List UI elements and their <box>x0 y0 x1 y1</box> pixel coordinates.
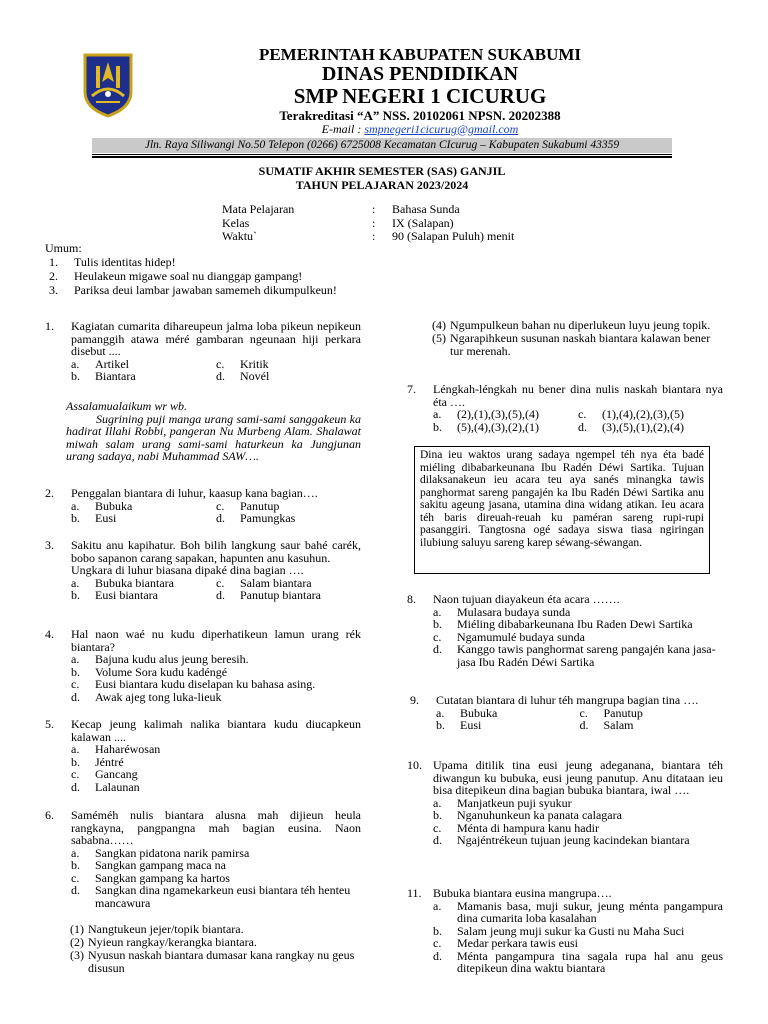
option-text: Panutup <box>240 498 280 513</box>
exam-meta-table <box>222 203 514 244</box>
option-text: Eusi <box>460 718 482 732</box>
question-number: 4. <box>45 627 54 641</box>
exam-title-line1: SUMATIF AKHIR SEMESTER (SAS) GANJIL <box>258 164 506 178</box>
option-letter: b. <box>433 808 442 822</box>
meta-key: Kelas <box>222 215 250 230</box>
option-letter: d. <box>71 883 80 897</box>
option-letter: c. <box>578 407 587 421</box>
meta-sep: : <box>372 215 376 230</box>
option-b[interactable] <box>71 859 361 872</box>
instruction-text: Tulis identitas hidep! <box>74 255 176 269</box>
option-c[interactable] <box>216 358 361 371</box>
option-d[interactable] <box>216 589 361 602</box>
question-number: 9. <box>410 693 419 707</box>
answer-options <box>71 358 361 383</box>
question-body <box>436 694 723 732</box>
option-b[interactable] <box>71 370 216 383</box>
email-line <box>150 123 690 136</box>
school-district-logo-icon <box>82 52 134 118</box>
instructions-list <box>45 255 337 297</box>
question-stem: Léngkah-léngkah nu bener dina nulis naskah biantara nya éta …. <box>433 382 723 409</box>
passage-greeting: Assalamualaikum wr wb. <box>66 399 188 413</box>
step-number: (1) <box>70 922 84 936</box>
question-body <box>433 383 723 433</box>
step-item <box>70 949 362 975</box>
option-text: Bubuka biantara <box>95 575 174 590</box>
meta-key: Waktu` <box>222 229 258 243</box>
option-letter: a. <box>71 575 80 590</box>
email-link[interactable]: smpnegeri1cicurug@gmail.com <box>364 121 519 136</box>
question-stem: Saméméh nulis biantara alusna mah dijieun heula rangkayna, pangpangna mah bagian eusina. Naon sababna…… <box>71 808 361 847</box>
question-stem: Kecap jeung kalimah nalika biantara kudu diucapkeun kalawan .... <box>71 717 361 744</box>
option-b[interactable] <box>436 719 580 732</box>
option-text: Bubuka <box>95 498 133 513</box>
question-stem: Penggalan biantara di luhur, kaasup kana bagian…. <box>71 486 318 500</box>
question-body <box>71 628 361 703</box>
instruction-number: 3. <box>49 283 58 297</box>
option-letter: d. <box>216 369 225 383</box>
option-c[interactable] <box>580 707 724 720</box>
instruction-number: 2. <box>49 269 58 283</box>
email-label: E-mail : <box>321 121 365 136</box>
question-body <box>71 718 361 793</box>
step-number: (4) <box>432 318 446 332</box>
meta-row-class <box>222 217 514 231</box>
government-name: PEMERINTAH KABUPATEN SUKABUMI <box>258 45 582 64</box>
option-a[interactable] <box>433 900 723 925</box>
option-b[interactable] <box>433 421 578 434</box>
option-letter: b. <box>71 588 80 602</box>
option-text: Novél <box>240 369 270 383</box>
option-letter: a. <box>433 795 442 810</box>
question-stem: Bubuka biantara eusina mangrupa…. <box>433 886 612 900</box>
option-text: Awak ajeg tong luka-lieuk <box>95 689 222 704</box>
option-letter: d. <box>433 833 442 847</box>
header-divider-thick <box>92 156 672 158</box>
answer-options <box>71 577 361 602</box>
answer-options <box>436 707 723 732</box>
question-3 <box>45 539 361 602</box>
option-text: Sangkan pidatona narik pamirsa <box>95 845 250 860</box>
option-a[interactable] <box>71 743 361 756</box>
step-item <box>432 332 715 358</box>
option-letter: b. <box>71 664 80 679</box>
option-text: Salam biantara <box>240 575 312 590</box>
option-text: Manjatkeun puji syukur <box>457 795 572 810</box>
option-letter: c. <box>71 767 80 781</box>
option-d[interactable] <box>71 691 361 704</box>
option-letter: c. <box>71 677 80 691</box>
option-text: Eusi biantara kudu diselapan ku bahasa asing. <box>95 677 316 691</box>
instruction-item <box>45 283 337 297</box>
option-c[interactable] <box>71 768 361 781</box>
option-text: Mamanis basa, muji sukur, jeung ménta pangampura dina cumarita loba kasalahan <box>457 898 723 925</box>
step-text: Ngumpulkeun bahan nu diperlukeun luyu jeung topik. <box>450 318 711 332</box>
speech-passage-box: Dina ieu waktos urang sadaya ngempel téh nya éta badé miéling dibabarkeunana Ibu Radén Déwi Sartika. Tujuan dilaksanakeun ieu acara teu aya sanés minangka tawis panghormat sareng pangajén ka Ibu Radén Déwi Sartika anu sakitu ageung jasana, utamina dina widang atikan. Ieu acara téh baris direuah-reuah ku paméran sareng rupi-rupi pasanggiri. Tangtosna ogé sadaya siswa tiasa ngiringan ilubiung saluyu sareng karep séwang-séwangan. <box>414 446 710 574</box>
instruction-item <box>45 269 337 283</box>
option-letter: c. <box>433 936 442 950</box>
option-letter: b. <box>71 858 80 872</box>
option-d[interactable] <box>578 421 723 434</box>
option-letter: d. <box>433 948 442 963</box>
option-text: Ngamumulé budaya sunda <box>457 629 585 644</box>
option-a[interactable] <box>433 408 578 421</box>
option-letter: c. <box>216 356 225 371</box>
speech-excerpt <box>66 400 361 463</box>
option-text: Eusi biantara <box>95 588 158 602</box>
meta-value: IX (Salapan) <box>392 215 454 230</box>
question-7 <box>407 383 723 433</box>
meta-row-subject <box>222 203 514 217</box>
answer-options <box>433 408 723 433</box>
question-number: 2. <box>45 486 54 500</box>
option-letter: d. <box>216 588 225 602</box>
option-text: Bubuka <box>460 705 498 720</box>
question-number: 10. <box>407 758 422 772</box>
option-text: Sangkan dina ngamekarkeun eusi biantara téh henteu mancawura <box>95 883 351 910</box>
option-text: Biantara <box>95 369 136 383</box>
option-d[interactable] <box>433 834 723 847</box>
question-number: 3. <box>45 538 54 552</box>
option-text: Panutup biantara <box>240 588 321 602</box>
meta-sep: : <box>372 202 376 216</box>
option-letter: a. <box>71 845 80 860</box>
option-letter: b. <box>71 369 80 383</box>
option-b[interactable] <box>433 618 723 631</box>
step-text: Nangtukeun jejer/topik biantara. <box>88 922 244 936</box>
option-letter: c. <box>71 870 80 885</box>
option-a[interactable] <box>71 358 216 371</box>
question-number: 5. <box>45 717 54 731</box>
option-letter: c. <box>579 705 588 720</box>
option-text: Ngajéntrékeun tujuan jeung kacindekan biantara <box>457 833 690 847</box>
option-letter: a. <box>436 705 445 720</box>
instruction-text: Heulakeun migawe soal nu dianggap gampang! <box>74 269 303 283</box>
option-c[interactable] <box>433 937 723 950</box>
question-stem: Naon tujuan diayakeun éta acara ……. <box>433 592 620 606</box>
option-a[interactable] <box>71 653 361 666</box>
general-instructions <box>45 241 337 297</box>
instruction-item <box>45 255 337 269</box>
question-4 <box>45 628 361 703</box>
option-text: Salam jeung muji sukur ka Gusti nu Maha Suci <box>457 923 685 938</box>
question-stem: Sakitu anu kapihatur. Boh bilih langkung saur bahé carék, bobo sapanon carang sapakan, hapunten anu kasuhun. <box>71 538 361 565</box>
instructions-title: Umum: <box>45 241 82 255</box>
option-letter: a. <box>433 898 442 913</box>
question-number: 11. <box>407 886 422 900</box>
question-stem: Hal naon waé nu kudu diperhatikeun lamun urang rék biantara? <box>71 627 361 654</box>
option-text: Ménta pangampura tina sagala rupa hal anu geus ditepikeun dina waktu biantara <box>457 948 723 975</box>
step-text: Ngarapihkeun susunan naskah biantara kalawan bener tur merenah. <box>450 331 711 358</box>
option-letter: b. <box>436 718 445 732</box>
department-name: DINAS PENDIDIKAN <box>321 62 519 85</box>
option-c[interactable] <box>71 678 361 691</box>
option-text: Nganuhunkeun ka panata calagara <box>457 808 622 822</box>
option-d[interactable] <box>216 512 361 525</box>
option-letter: c. <box>216 575 225 590</box>
meta-key: Mata Pelajaran <box>222 202 295 216</box>
option-text: Kanggo tawis panghormat sareng pangajén kana jasa-jasa Ibu Radén Déwi Sartika <box>457 642 716 669</box>
question-body <box>433 759 723 847</box>
question-prompt: Ungkara di luhur biasana dipaké dina bagian …. <box>71 563 304 577</box>
option-text: Miéling dibabarkeunana Ibu Raden Dewi Sartika <box>457 617 693 631</box>
step-number: (5) <box>432 331 446 345</box>
instruction-number: 1. <box>49 255 58 269</box>
question-number: 8. <box>407 592 416 606</box>
option-b[interactable] <box>433 809 723 822</box>
option-text: Lalaunan <box>95 779 140 794</box>
option-letter: a. <box>71 356 80 371</box>
option-text: Ménta di hampura kanu hadir <box>457 820 599 835</box>
question-body <box>71 320 361 383</box>
question-2 <box>45 487 361 525</box>
school-name: SMP NEGERI 1 CICURUG <box>293 83 547 108</box>
question-number: 7. <box>407 382 416 396</box>
question-number: 6. <box>45 808 54 822</box>
header-divider <box>92 154 672 155</box>
option-text: Pamungkas <box>240 511 296 525</box>
question-stem: Upama ditilik tina eusi jeung adeganana, biantara téh diwangun ku bubuka, eusi jeung panutup. Anu ditataan ieu bisa ditepikeun dina bagian bubuka biantara, iwal …. <box>433 758 723 797</box>
option-text: (1),(4),(2),(3),(5) <box>602 407 684 421</box>
question-body <box>433 593 723 668</box>
option-b[interactable] <box>71 512 216 525</box>
option-text: Gancang <box>95 767 138 781</box>
meta-sep: : <box>372 229 376 243</box>
option-text: Panutup <box>603 705 643 720</box>
steps-list-continued <box>432 319 715 358</box>
option-letter: c. <box>216 498 225 513</box>
option-letter: d. <box>71 779 80 794</box>
option-letter: d. <box>71 689 80 704</box>
step-number: (2) <box>70 935 84 949</box>
option-letter: d. <box>433 642 442 656</box>
question-11 <box>407 887 723 975</box>
option-letter: b. <box>433 923 442 938</box>
option-d[interactable] <box>433 643 723 668</box>
option-c[interactable] <box>578 408 723 421</box>
question-number: 1. <box>45 319 54 333</box>
option-letter: a. <box>71 498 80 513</box>
option-text: Volume Sora kudu kadéngé <box>95 664 228 679</box>
step-text: Nyieun rangkay/kerangka biantara. <box>88 935 257 949</box>
accreditation-info: Terakreditasi “A” NSS. 20102061 NPSN. 20202388 <box>279 107 561 123</box>
option-text: Mulasara budaya sunda <box>457 604 571 619</box>
letterhead <box>150 46 690 135</box>
question-1 <box>45 320 361 383</box>
school-address: Jln. Raya Siliwangi No.50 Telepon (0266) 6725008 Kecamatan CIcurug – Kabupaten Sukabumi 43359 <box>92 138 672 153</box>
option-letter: d. <box>578 419 587 434</box>
option-d[interactable] <box>433 950 723 975</box>
option-letter: d. <box>579 718 589 732</box>
option-text: Haharéwosan <box>95 742 161 756</box>
question-body <box>433 887 723 975</box>
exam-title-line2: TAHUN PELAJARAN 2023/2024 <box>295 178 469 192</box>
question-body <box>71 487 361 525</box>
question-8 <box>407 593 723 668</box>
option-a[interactable] <box>71 500 216 513</box>
option-text: (2),(1),(3),(5),(4) <box>457 407 539 421</box>
question-body <box>71 539 361 602</box>
option-text: Sangkan gampang ka hartos <box>95 870 230 885</box>
meta-value: Bahasa Sunda <box>392 202 460 216</box>
option-d[interactable] <box>71 781 361 794</box>
question-5 <box>45 718 361 793</box>
exam-title <box>200 164 564 192</box>
option-d[interactable] <box>216 370 361 383</box>
option-d[interactable] <box>71 884 361 909</box>
option-text: Sangkan gampang maca na <box>95 858 226 872</box>
option-letter: c. <box>433 820 442 835</box>
question-body <box>71 809 361 909</box>
option-text: Bajuna kudu alus jeung beresih. <box>95 652 249 666</box>
option-letter: b. <box>71 754 80 769</box>
question-stem: Kagiatan cumarita dihareupeun jalma loba pikeun nepikeun pamanggih atawa méré gambaran ngeunaan hiji perkara disebut .... <box>71 319 361 358</box>
option-b[interactable] <box>71 589 216 602</box>
option-text: (3),(5),(1),(2),(4) <box>602 419 684 434</box>
option-letter: a. <box>71 652 80 666</box>
step-text: Nyusun naskah biantara dumasar kana rangkay nu geus disusun <box>88 948 355 975</box>
meta-value: 90 (Salapan Puluh) menit <box>392 229 515 243</box>
option-letter: b. <box>433 419 442 434</box>
option-letter: d. <box>216 511 225 525</box>
step-number: (3) <box>70 948 84 962</box>
instruction-text: Pariksa deui lambar jawaban samemeh dikumpulkeun! <box>74 283 337 297</box>
option-letter: a. <box>71 742 80 756</box>
question-6 <box>45 809 361 909</box>
option-d[interactable] <box>580 719 724 732</box>
option-letter: b. <box>433 617 442 631</box>
option-text: Kritik <box>240 356 269 371</box>
option-text: Medar perkara tawis eusi <box>457 936 578 950</box>
option-letter: a. <box>433 604 442 619</box>
steps-list <box>70 923 362 975</box>
question-10 <box>407 759 723 847</box>
question-9 <box>410 694 723 732</box>
option-text: Eusi <box>95 511 117 525</box>
passage-body: Sugrining puji manga urang sami-sami sanggakeun ka hadirat Illahi Robbi, pangeran Nu Murbeng Alam. Shalawat miwah salam urang sami-sami haturkeun ka Jungjunan urang sadaya, nabi Muhammad SAW…. <box>66 411 361 463</box>
option-text: Jéntré <box>95 754 124 769</box>
option-letter: a. <box>433 407 442 421</box>
option-letter: b. <box>71 511 80 525</box>
option-text: Artikel <box>95 356 129 371</box>
option-text: (5),(4),(3),(2),(1) <box>457 419 539 434</box>
question-stem: Cutatan biantara di luhur téh mangrupa bagian tina …. <box>436 693 699 707</box>
option-text: Salam <box>603 718 634 732</box>
answer-options <box>71 500 361 525</box>
option-letter: c. <box>433 629 442 644</box>
option-a[interactable] <box>436 707 580 720</box>
